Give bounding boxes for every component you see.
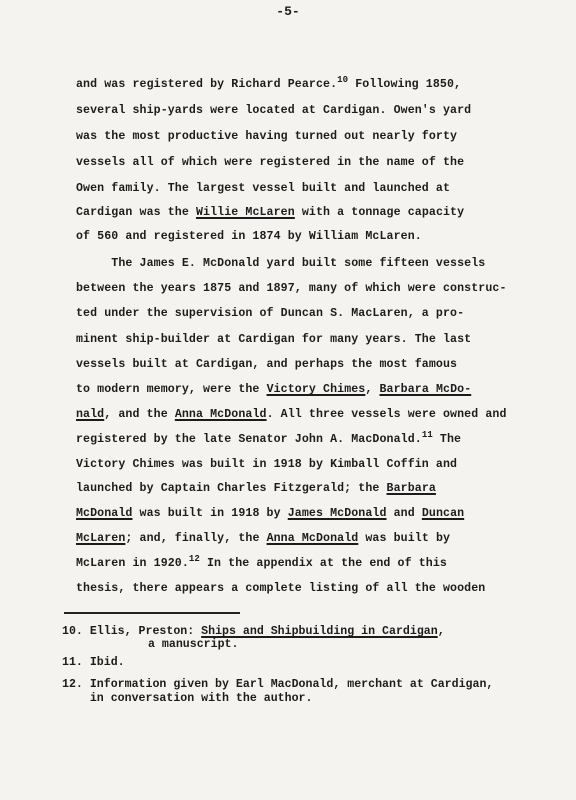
vessel-title: Barbara McDo- — [379, 383, 472, 396]
text: and — [386, 507, 422, 520]
text: , — [365, 383, 380, 396]
footnote-10-subline: a manuscript. — [148, 638, 239, 651]
text: In the appendix at the end of this — [199, 557, 447, 570]
person-name: Duncan — [421, 507, 465, 520]
text: to modern memory, were the — [76, 383, 267, 396]
body-line: of 560 and registered in 1874 by William McLaren. — [76, 230, 422, 243]
vessel-title: Anna McDonald — [174, 408, 267, 421]
body-line: Owen family. The largest vessel built and launched at — [76, 182, 451, 195]
body-line — [76, 554, 447, 571]
source-title: Ships and Shipbuilding in Cardigan — [201, 625, 438, 638]
body-line: Victory Chimes was built in 1918 by Kimball Coffin and — [76, 458, 458, 471]
footnote-12-continuation: in conversation with the author. — [62, 692, 313, 705]
body-line: between the years 1875 and 1897, many of which were construc- — [76, 282, 507, 295]
body-line: vessels built at Cardigan, and perhaps the most famous — [76, 358, 458, 371]
text: ; and, finally, the — [125, 532, 267, 545]
body-line: The James E. McDonald yard built some fifteen vessels — [76, 257, 486, 270]
vessel-title: Anna McDonald — [266, 532, 359, 545]
body-line — [76, 75, 462, 92]
footnote-10 — [62, 625, 445, 639]
person-name: James McDonald — [287, 507, 387, 520]
text: Cardigan was the — [76, 206, 196, 219]
body-line — [76, 383, 471, 397]
text: launched by Captain Charles Fitzgerald; the — [76, 482, 387, 495]
footnote-divider — [64, 612, 240, 614]
person-name: McLaren — [76, 532, 126, 545]
body-line — [76, 430, 462, 447]
footnote-11: 11. Ibid. — [62, 656, 125, 669]
footnote-ref: 10 — [337, 75, 349, 85]
text: McLaren in 1920. — [76, 557, 189, 570]
text: , and the — [104, 408, 175, 421]
text: and was registered by Richard Pearce. — [76, 78, 338, 91]
text: with a tonnage capacity — [294, 206, 465, 219]
body-line: several ship-yards were located at Cardigan. Owen's yard — [76, 104, 472, 117]
body-line — [76, 507, 464, 521]
body-line — [76, 532, 450, 546]
body-line: vessels all of which were registered in the name of the — [76, 156, 465, 169]
body-line: was the most productive having turned out nearly forty — [76, 130, 458, 143]
footnote-ref: 12 — [188, 554, 200, 564]
text: registered by the late Senator John A. MacDonald. — [76, 433, 422, 446]
text: was built by — [358, 532, 451, 545]
body-line: minent ship-builder at Cardigan for many years. The last — [76, 333, 472, 346]
body-line: ted under the supervision of Duncan S. MacLaren, a pro- — [76, 307, 465, 320]
vessel-title: Barbara — [386, 482, 436, 495]
text: , — [437, 625, 445, 638]
text: 10. Ellis, Preston: — [62, 625, 202, 638]
text: . All three vessels were owned and — [266, 408, 507, 421]
text: was built in 1918 by — [132, 507, 288, 520]
page-number: -5- — [276, 4, 300, 19]
vessel-title: McDonald — [76, 507, 133, 520]
vessel-title: Willie McLaren — [195, 206, 295, 219]
body-line — [76, 482, 436, 496]
text: The — [432, 433, 462, 446]
text: Following 1850, — [348, 78, 462, 91]
body-line — [76, 408, 507, 422]
body-line: thesis, there appears a complete listing of all the wooden — [76, 582, 486, 595]
footnote-ref: 11 — [421, 430, 433, 440]
footnote-12: 12. Information given by Earl MacDonald, merchant at Cardigan, — [62, 678, 494, 691]
body-line — [76, 206, 464, 220]
vessel-title: nald — [76, 408, 105, 421]
vessel-title: Victory Chimes — [266, 383, 366, 396]
